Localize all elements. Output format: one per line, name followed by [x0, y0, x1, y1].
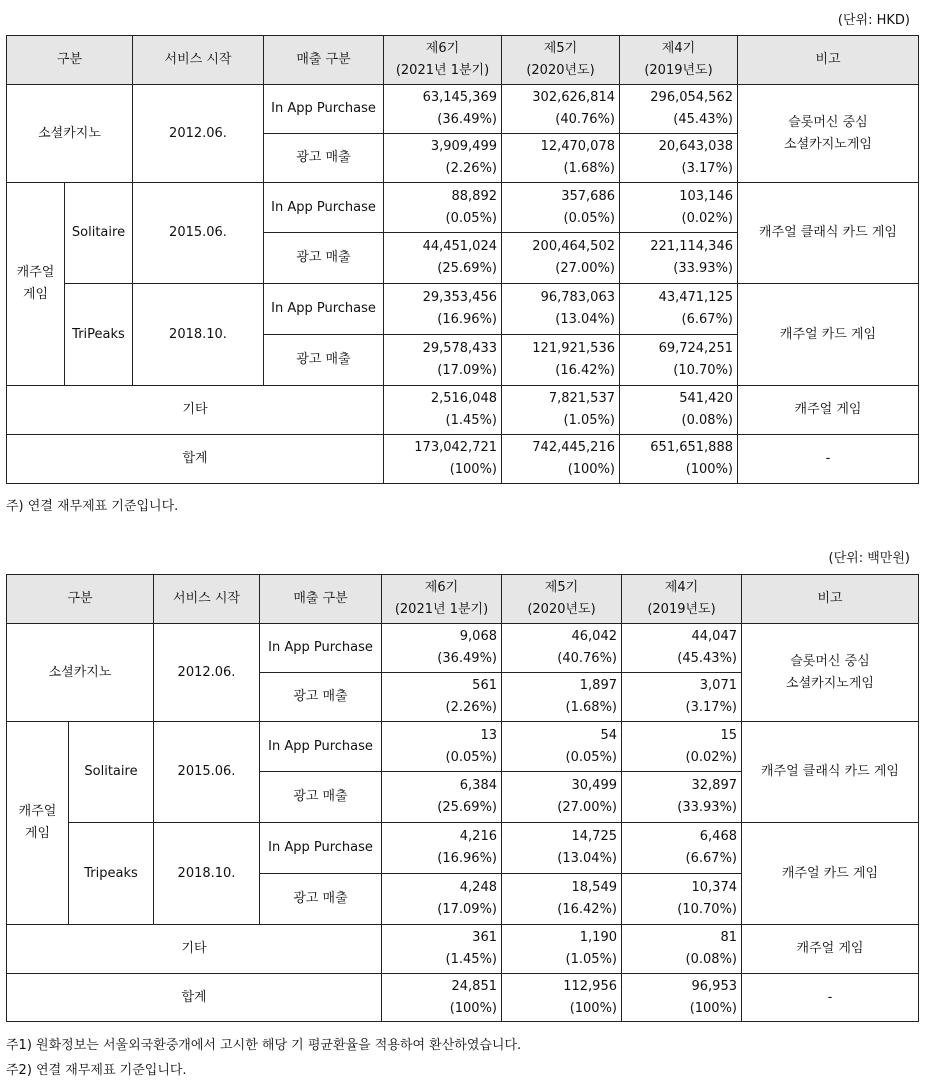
value-cell: 4,216 (16.96%) [382, 823, 502, 874]
revenue-table-hkd [6, 35, 919, 484]
revenue-type-iap: In App Purchase [260, 722, 382, 772]
header-period-6: 제6기 (2021년 1분기) [384, 36, 502, 85]
service-start: 2015.06. [154, 722, 260, 823]
table-row [7, 624, 919, 673]
revenue-type-iap: In App Purchase [260, 823, 382, 874]
row-label-other: 기타 [7, 386, 384, 435]
remark-cell: 캐주얼 클래식 카드 게임 [738, 183, 919, 284]
revenue-type-iap: In App Purchase [260, 624, 382, 673]
value-cell: 112,956 (100%) [502, 974, 622, 1022]
footnote: 주) 연결 재무제표 기준입니다. [6, 499, 179, 514]
header-category: 구분 [7, 36, 133, 85]
row-label-other: 기타 [7, 925, 382, 974]
table-row [7, 85, 919, 134]
value-cell: 103,146 (0.02%) [620, 183, 738, 233]
service-start: 2018.10. [133, 284, 264, 386]
revenue-type-ad: 광고 매출 [264, 335, 384, 386]
game-name-tripeaks: TriPeaks [65, 284, 133, 386]
table-row [7, 284, 919, 335]
value-cell: 361 (1.45%) [382, 925, 502, 974]
revenue-type-iap: In App Purchase [264, 183, 384, 233]
service-start: 2018.10. [154, 823, 260, 925]
value-cell: 10,374 (10.70%) [622, 874, 742, 925]
remark-cell: 슬롯머신 중심 소셜카지노게임 [738, 85, 919, 183]
table-row [7, 386, 919, 435]
value-cell: 88,892 (0.05%) [384, 183, 502, 233]
value-cell: 96,953 (100%) [622, 974, 742, 1022]
value-cell: 3,071 (3.17%) [622, 673, 742, 722]
unit-label-krw: (단위: 백만원) [828, 551, 910, 566]
header-service-start: 서비스 시작 [154, 575, 260, 624]
value-cell: 121,921,536 (16.42%) [502, 335, 620, 386]
value-cell: 742,445,216 (100%) [502, 435, 620, 484]
value-cell: 357,686 (0.05%) [502, 183, 620, 233]
value-cell: 302,626,814 (40.76%) [502, 85, 620, 134]
remark-cell: 캐주얼 게임 [738, 386, 919, 435]
header-revenue-type: 매출 구분 [264, 36, 384, 85]
revenue-type-iap: In App Purchase [264, 284, 384, 335]
value-cell: 7,821,537 (1.05%) [502, 386, 620, 435]
value-cell: 15 (0.02%) [622, 722, 742, 772]
remark-cell: 캐주얼 클래식 카드 게임 [742, 722, 919, 823]
header-row [7, 36, 919, 85]
value-cell: 296,054,562 (45.43%) [620, 85, 738, 134]
value-cell: 1,190 (1.05%) [502, 925, 622, 974]
header-period-4: 제4기 (2019년도) [620, 36, 738, 85]
service-start: 2015.06. [133, 183, 264, 284]
game-name-solitaire: Solitaire [69, 722, 154, 823]
value-cell: 4,248 (17.09%) [382, 874, 502, 925]
game-name-solitaire: Solitaire [65, 183, 133, 284]
value-cell: 44,047 (45.43%) [622, 624, 742, 673]
revenue-type-ad: 광고 매출 [264, 134, 384, 183]
category-social-casino: 소셜카지노 [7, 85, 133, 183]
value-cell: 1,897 (1.68%) [502, 673, 622, 722]
header-revenue-type: 매출 구분 [260, 575, 382, 624]
game-name-tripeaks: Tripeaks [69, 823, 154, 925]
value-cell: 44,451,024 (25.69%) [384, 233, 502, 284]
table-row [7, 823, 919, 874]
remark-cell: 캐주얼 카드 게임 [742, 823, 919, 925]
value-cell: 29,578,433 (17.09%) [384, 335, 502, 386]
value-cell: 12,470,078 (1.68%) [502, 134, 620, 183]
value-cell: 63,145,369 (36.49%) [384, 85, 502, 134]
category-social-casino: 소셜카지노 [7, 624, 154, 722]
value-cell: 2,516,048 (1.45%) [384, 386, 502, 435]
revenue-type-ad: 광고 매출 [260, 673, 382, 722]
revenue-table-krw [6, 574, 919, 1022]
value-cell: 30,499 (27.00%) [502, 772, 622, 823]
header-remarks: 비고 [738, 36, 919, 85]
table-row [7, 722, 919, 772]
table-row-total [7, 435, 919, 484]
value-cell: 13 (0.05%) [382, 722, 502, 772]
header-period-5: 제5기 (2020년도) [502, 36, 620, 85]
value-cell: 6,384 (25.69%) [382, 772, 502, 823]
value-cell: 18,549 (16.42%) [502, 874, 622, 925]
table-row [7, 183, 919, 233]
value-cell: 81 (0.08%) [622, 925, 742, 974]
header-period-5: 제5기 (2020년도) [502, 575, 622, 624]
footnote-2: 주2) 연결 재무제표 기준입니다. [6, 1063, 187, 1078]
value-cell: 3,909,499 (2.26%) [384, 134, 502, 183]
value-cell: 43,471,125 (6.67%) [620, 284, 738, 335]
value-cell: 20,643,038 (3.17%) [620, 134, 738, 183]
remark-cell: 캐주얼 게임 [742, 925, 919, 974]
remark-cell: 슬롯머신 중심 소셜카지노게임 [742, 624, 919, 722]
unit-label-hkd: (단위: HKD) [837, 13, 910, 28]
row-label-total: 합계 [7, 974, 382, 1022]
value-cell: 173,042,721 (100%) [384, 435, 502, 484]
value-cell: 651,651,888 (100%) [620, 435, 738, 484]
revenue-type-ad: 광고 매출 [260, 874, 382, 925]
value-cell: 6,468 (6.67%) [622, 823, 742, 874]
remark-cell: - [738, 435, 919, 484]
revenue-type-iap: In App Purchase [264, 85, 384, 134]
value-cell: 32,897 (33.93%) [622, 772, 742, 823]
header-period-6: 제6기 (2021년 1분기) [382, 575, 502, 624]
header-service-start: 서비스 시작 [133, 36, 264, 85]
table-row-total [7, 974, 919, 1022]
revenue-type-ad: 광고 매출 [260, 772, 382, 823]
value-cell: 24,851 (100%) [382, 974, 502, 1022]
value-cell: 221,114,346 (33.93%) [620, 233, 738, 284]
value-cell: 14,725 (13.04%) [502, 823, 622, 874]
category-casual-game: 캐주얼 게임 [7, 183, 65, 386]
header-remarks: 비고 [742, 575, 919, 624]
remark-cell: 캐주얼 카드 게임 [738, 284, 919, 386]
footnote-1: 주1) 원화정보는 서울외국환중개에서 고시한 해당 기 평균환율을 적용하여 환산하였습니다. [6, 1038, 522, 1053]
value-cell: 29,353,456 (16.96%) [384, 284, 502, 335]
value-cell: 541,420 (0.08%) [620, 386, 738, 435]
remark-cell: - [742, 974, 919, 1022]
value-cell: 69,724,251 (10.70%) [620, 335, 738, 386]
value-cell: 96,783,063 (13.04%) [502, 284, 620, 335]
header-category: 구분 [7, 575, 154, 624]
value-cell: 54 (0.05%) [502, 722, 622, 772]
row-label-total: 합계 [7, 435, 384, 484]
service-start: 2012.06. [133, 85, 264, 183]
value-cell: 200,464,502 (27.00%) [502, 233, 620, 284]
revenue-type-ad: 광고 매출 [264, 233, 384, 284]
value-cell: 561 (2.26%) [382, 673, 502, 722]
header-period-4: 제4기 (2019년도) [622, 575, 742, 624]
table-row [7, 925, 919, 974]
value-cell: 46,042 (40.76%) [502, 624, 622, 673]
service-start: 2012.06. [154, 624, 260, 722]
category-casual-game: 캐주얼 게임 [7, 722, 69, 925]
value-cell: 9,068 (36.49%) [382, 624, 502, 673]
header-row [7, 575, 919, 624]
